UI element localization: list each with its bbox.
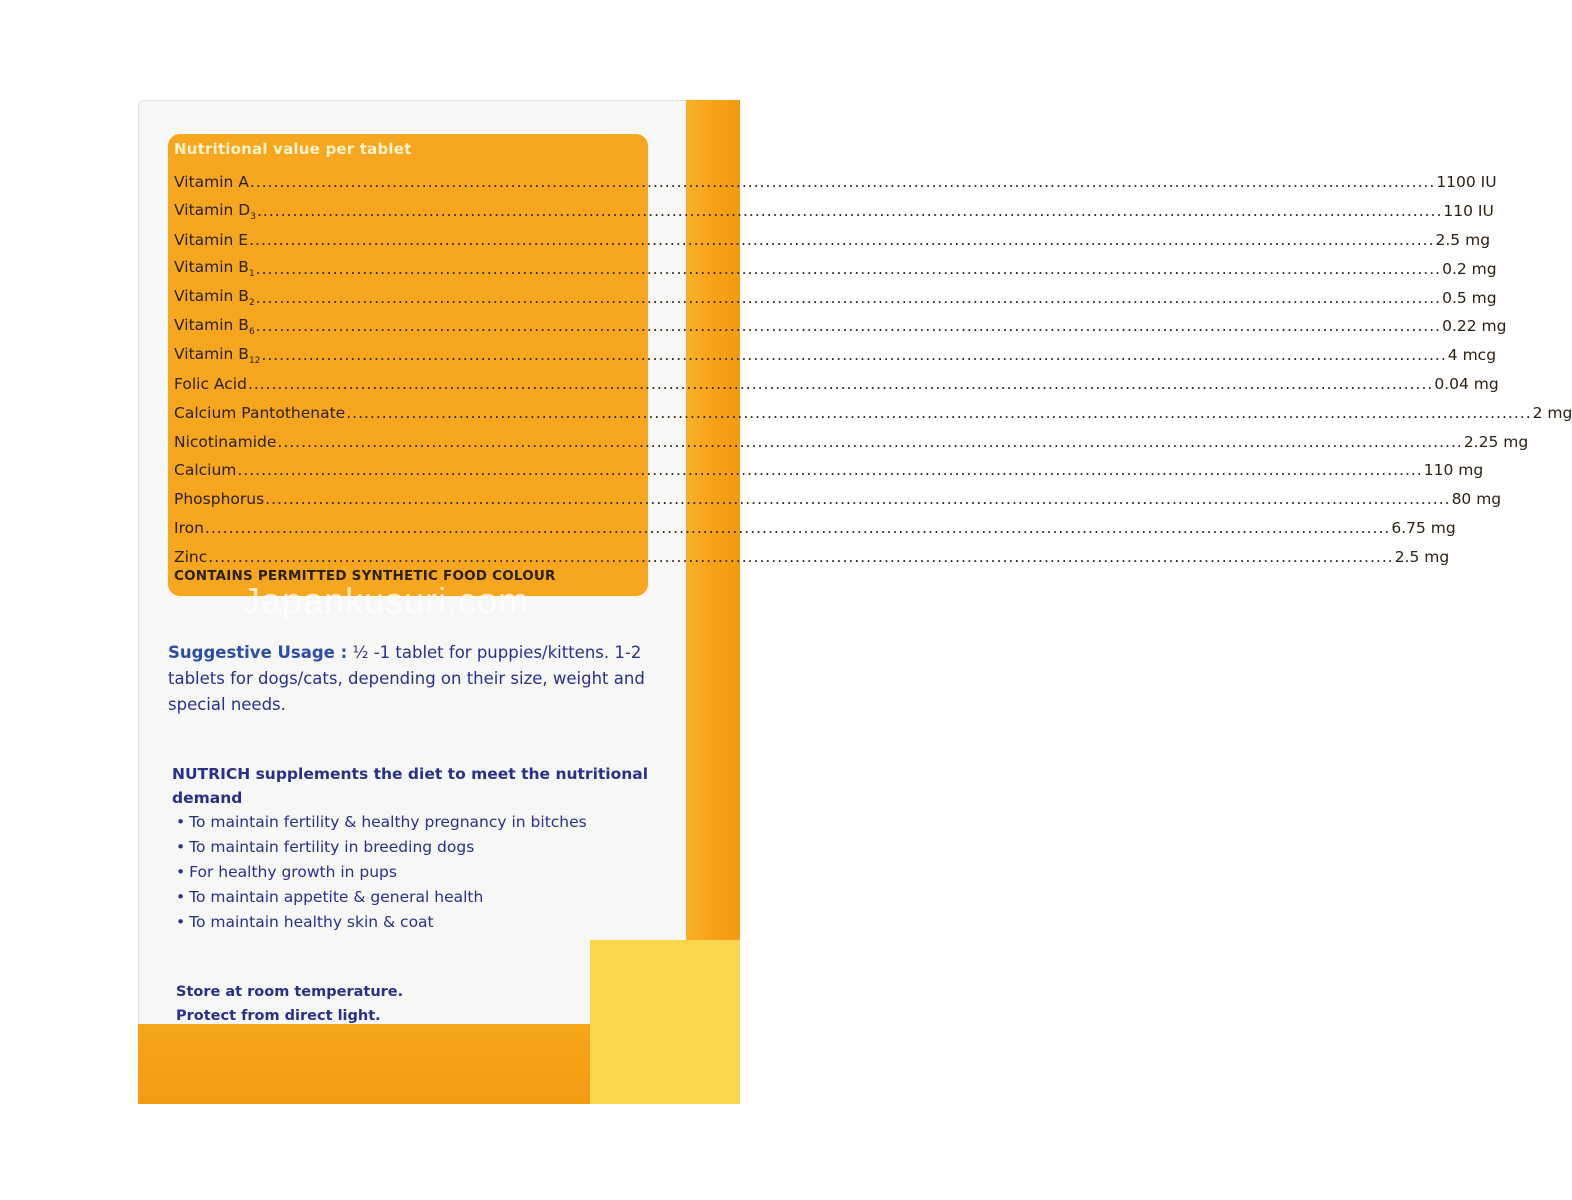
nutrient-name: Iron bbox=[174, 518, 204, 537]
leader-dots: ........................................................................................................................................................................................................ bbox=[346, 403, 1532, 422]
nutrient-value: 80 mg bbox=[1451, 490, 1502, 509]
nutrient-value: 0.04 mg bbox=[1434, 374, 1499, 393]
leader-dots: ........................................................................................................................................................................................................ bbox=[265, 490, 1451, 509]
bullet-icon: • bbox=[176, 913, 186, 931]
benefit-item: • To maintain fertility in breeding dogs bbox=[176, 838, 475, 856]
nutrient-value: 110 IU bbox=[1443, 202, 1494, 221]
nutrient-row bbox=[174, 370, 1499, 399]
nutrient-row bbox=[174, 514, 1456, 543]
nutrient-value: 1100 IU bbox=[1436, 173, 1497, 192]
nutrient-row bbox=[174, 283, 1497, 312]
nutrient-row bbox=[174, 197, 1494, 226]
nutrient-row bbox=[174, 254, 1497, 283]
benefits-section bbox=[172, 762, 712, 935]
nutrient-row bbox=[174, 542, 1450, 571]
nutrient-value: 2.25 mg bbox=[1463, 432, 1529, 451]
nutrient-name: Calcium Pantothenate bbox=[174, 403, 346, 422]
leader-dots: ........................................................................................................................................................................................................ bbox=[256, 202, 1443, 221]
nutrient-name: Vitamin $B_1$ bbox=[174, 258, 255, 280]
leader-dots: ........................................................................................................................................................................................................ bbox=[255, 317, 1442, 336]
nutrient-row bbox=[174, 398, 1572, 427]
storage-line-temperature: Store at room temperature. bbox=[176, 984, 404, 1000]
leader-dots: ........................................................................................................................................................................................................ bbox=[277, 432, 1463, 451]
nutrient-row bbox=[174, 168, 1497, 197]
nutrient-row bbox=[174, 341, 1497, 370]
bullet-icon: • bbox=[176, 888, 186, 906]
nutrient-value: 6.75 mg bbox=[1391, 518, 1456, 537]
benefit-item: • To maintain fertility & healthy pregnancy in bitches bbox=[176, 813, 587, 831]
bullet-icon: • bbox=[176, 863, 186, 881]
nutrient-name: Phosphorus bbox=[174, 490, 265, 509]
benefit-item: • For healthy growth in pups bbox=[176, 863, 397, 881]
benefits-heading: NUTRICH supplements the diet to meet the nutritional demand bbox=[172, 765, 649, 807]
bullet-icon: • bbox=[176, 813, 186, 831]
yellow-corner-block bbox=[590, 940, 740, 1104]
nutrient-value: 4 mcg bbox=[1447, 346, 1497, 365]
usage-section bbox=[168, 640, 698, 718]
nutrient-subscript: 3 bbox=[250, 211, 256, 222]
nutrition-table bbox=[174, 168, 1572, 571]
nutrient-value: 2.5 mg bbox=[1394, 547, 1450, 566]
nutrient-subscript: 2 bbox=[248, 298, 255, 309]
leader-dots: ........................................................................................................................................................................................................ bbox=[208, 547, 1394, 566]
nutrient-row bbox=[174, 427, 1529, 456]
nutrient-row bbox=[174, 456, 1484, 485]
nutrient-subscript: 12 bbox=[248, 355, 261, 366]
nutrient-row bbox=[174, 312, 1507, 341]
nutrient-name: Vitamin E bbox=[174, 230, 249, 249]
benefit-item: • To maintain healthy skin & coat bbox=[176, 913, 434, 931]
usage-text: ½ -1 tablet for puppies/kittens. 1-2 tablets for dogs/cats, depending on their size, weight and special needs. bbox=[168, 643, 645, 714]
nutrient-value: 0.5 mg bbox=[1442, 288, 1497, 307]
nutrient-subscript: 1 bbox=[248, 269, 255, 280]
leader-dots: ........................................................................................................................................................................................................ bbox=[261, 346, 1447, 365]
package-back-panel bbox=[138, 100, 1572, 1104]
nutrient-name: Calcium bbox=[174, 461, 237, 480]
nutrition-title: Nutritional value per tablet bbox=[174, 140, 412, 158]
leader-dots: ........................................................................................................................................................................................................ bbox=[247, 374, 1434, 393]
leader-dots: ........................................................................................................................................................................................................ bbox=[204, 518, 1391, 537]
nutrient-name: Vitamin A bbox=[174, 173, 249, 192]
storage-line-light: Protect from direct light. bbox=[176, 1008, 381, 1024]
nutrient-row bbox=[174, 226, 1491, 255]
food-colour-note: CONTAINS PERMITTED SYNTHETIC FOOD COLOUR bbox=[174, 568, 556, 584]
nutrient-name: Vitamin $B_{12}$ bbox=[174, 344, 261, 366]
nutrient-name: Zinc bbox=[174, 547, 208, 566]
nutrient-value: 2 mg bbox=[1532, 403, 1572, 422]
leader-dots: ........................................................................................................................................................................................................ bbox=[237, 461, 1423, 480]
nutrient-row bbox=[174, 485, 1502, 514]
nutrient-value: 2.5 mg bbox=[1435, 230, 1491, 249]
leader-dots: ........................................................................................................................................................................................................ bbox=[249, 230, 1435, 249]
leader-dots: ........................................................................................................................................................................................................ bbox=[255, 259, 1442, 278]
nutrient-value: 110 mg bbox=[1423, 461, 1484, 480]
benefits-list bbox=[172, 810, 712, 935]
bullet-icon: • bbox=[176, 838, 186, 856]
nutrient-value: 0.2 mg bbox=[1442, 259, 1497, 278]
nutrient-name: Nicotinamide bbox=[174, 432, 277, 451]
storage-instructions bbox=[176, 980, 576, 1028]
nutrient-name: Folic Acid bbox=[174, 374, 247, 393]
leader-dots: ........................................................................................................................................................................................................ bbox=[249, 173, 1436, 192]
usage-label: Suggestive Usage : bbox=[168, 643, 348, 662]
leader-dots: ........................................................................................................................................................................................................ bbox=[255, 288, 1442, 307]
nutrient-name: Vitamin $B_2$ bbox=[174, 287, 255, 309]
benefit-item: • To maintain appetite & general health bbox=[176, 888, 484, 906]
nutrient-subscript: 6 bbox=[248, 326, 255, 337]
watermark: Japankusuri.com bbox=[242, 580, 530, 621]
nutrient-name: Vitamin $B_6$ bbox=[174, 315, 255, 337]
nutrient-name: Vitamin $D_3$ bbox=[174, 200, 256, 222]
nutrient-value: 0.22 mg bbox=[1442, 317, 1507, 336]
